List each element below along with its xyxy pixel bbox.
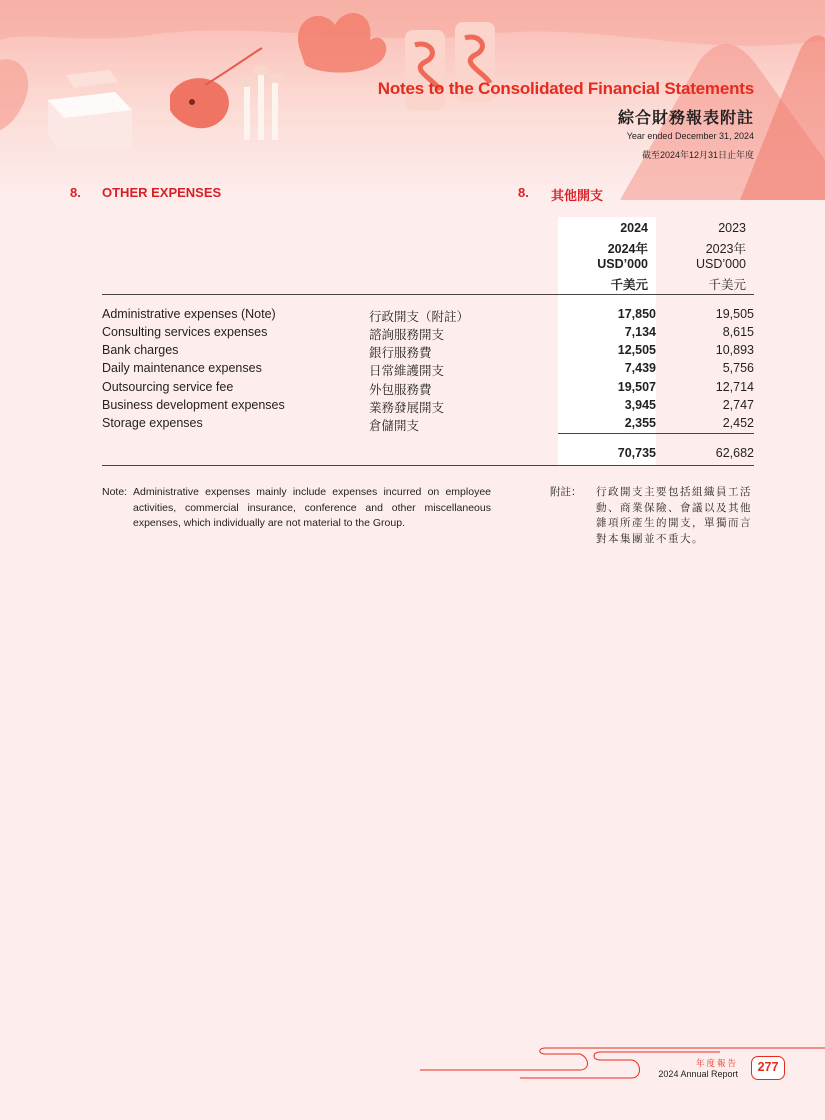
footer-report-chinese: 年度報告 bbox=[695, 1058, 738, 1068]
footer-report: 2024 Annual Report bbox=[658, 1069, 738, 1079]
section-title-chinese: 其他開支 bbox=[551, 188, 604, 203]
column-header-unit-chinese: 千美元 bbox=[610, 278, 648, 292]
footnote-text-chinese: 行政開支主要包括組織員工活動、商業保險、會議以及其他雜項所產生的開支，單獨而言對本集團並不重大。 bbox=[596, 486, 752, 545]
value-2023: 5,756 bbox=[722, 361, 754, 375]
total-divider bbox=[102, 465, 754, 466]
section-number-chinese: 8. bbox=[518, 185, 529, 200]
column-header-year-chinese: 2024年 bbox=[607, 242, 648, 256]
subtotal-divider bbox=[558, 433, 754, 434]
row-label: Storage expenses bbox=[102, 416, 203, 430]
row-label-chinese: 業務發展開支 bbox=[369, 401, 445, 415]
row-label: Bank charges bbox=[102, 343, 179, 357]
page-header-title: Notes to the Consolidated Financial Statements bbox=[377, 79, 754, 98]
footnote bbox=[102, 485, 491, 532]
total-row bbox=[102, 446, 754, 464]
value-2023: 12,714 bbox=[715, 380, 754, 394]
column-header-year: 2023 bbox=[718, 221, 746, 235]
header-divider bbox=[102, 294, 754, 295]
section-number: 8. bbox=[70, 185, 81, 200]
row-label-chinese: 日常維護開支 bbox=[369, 364, 445, 378]
table-row bbox=[102, 398, 754, 416]
table-row bbox=[102, 325, 754, 343]
value-2023: 19,505 bbox=[715, 307, 754, 321]
column-header-unit: USD’000 bbox=[597, 257, 648, 271]
column-header-unit: USD’000 bbox=[695, 257, 746, 271]
value-2023: 10,893 bbox=[715, 343, 754, 357]
row-label: Outsourcing service fee bbox=[102, 380, 234, 394]
row-label: Business development expenses bbox=[102, 398, 285, 412]
column-header-year-chinese: 2023年 bbox=[705, 242, 746, 256]
page-number: 277 bbox=[751, 1056, 785, 1080]
section-title: OTHER EXPENSES bbox=[102, 185, 222, 200]
footnote-label: Note: bbox=[102, 486, 128, 498]
row-label: Administrative expenses (Note) bbox=[102, 307, 276, 321]
value-2024: 7,134 bbox=[624, 325, 656, 339]
page-header-title-chinese: 綜合財務報表附註 bbox=[617, 110, 754, 127]
value-2024: 7,439 bbox=[624, 361, 656, 375]
row-label-chinese: 銀行服務費 bbox=[369, 346, 432, 360]
value-2024: 3,945 bbox=[624, 398, 656, 412]
page-header-period: Year ended December 31, 2024 bbox=[626, 131, 754, 141]
row-label: Consulting services expenses bbox=[102, 325, 268, 339]
decorative-food-banner bbox=[0, 0, 825, 200]
value-2024: 2,355 bbox=[624, 416, 656, 430]
row-label-chinese: 諮詢服務開支 bbox=[369, 328, 445, 342]
value-2023: 2,747 bbox=[722, 398, 754, 412]
value-2024: 12,505 bbox=[617, 343, 656, 357]
value-2024: 19,507 bbox=[617, 380, 656, 394]
row-label-chinese: 行政開支（附註） bbox=[369, 310, 470, 324]
footnote-label-chinese: 附註： bbox=[550, 486, 582, 498]
table-row bbox=[102, 416, 754, 434]
row-label-chinese: 倉儲開支 bbox=[369, 419, 420, 433]
footnote-chinese bbox=[550, 485, 756, 547]
value-2024: 17,850 bbox=[617, 307, 656, 321]
footnote-text: Administrative expenses mainly include expenses incurred on employee activities, commercial insurance, conference and other miscellaneous expenses, which individually are not material to the Group. bbox=[133, 486, 491, 529]
table-row bbox=[102, 307, 754, 325]
page-header-period-chinese: 截至2024年12月31日止年度 bbox=[641, 150, 754, 160]
total-2023: 62,682 bbox=[715, 446, 754, 460]
row-label-chinese: 外包服務費 bbox=[369, 383, 432, 397]
value-2023: 2,452 bbox=[722, 416, 754, 430]
value-2023: 8,615 bbox=[722, 325, 754, 339]
column-header-unit-chinese: 千美元 bbox=[708, 278, 746, 292]
table-row bbox=[102, 361, 754, 379]
table-row bbox=[102, 380, 754, 398]
total-2024: 70,735 bbox=[617, 446, 656, 460]
row-label: Daily maintenance expenses bbox=[102, 361, 262, 375]
table-row bbox=[102, 343, 754, 361]
column-header-year: 2024 bbox=[620, 221, 648, 235]
